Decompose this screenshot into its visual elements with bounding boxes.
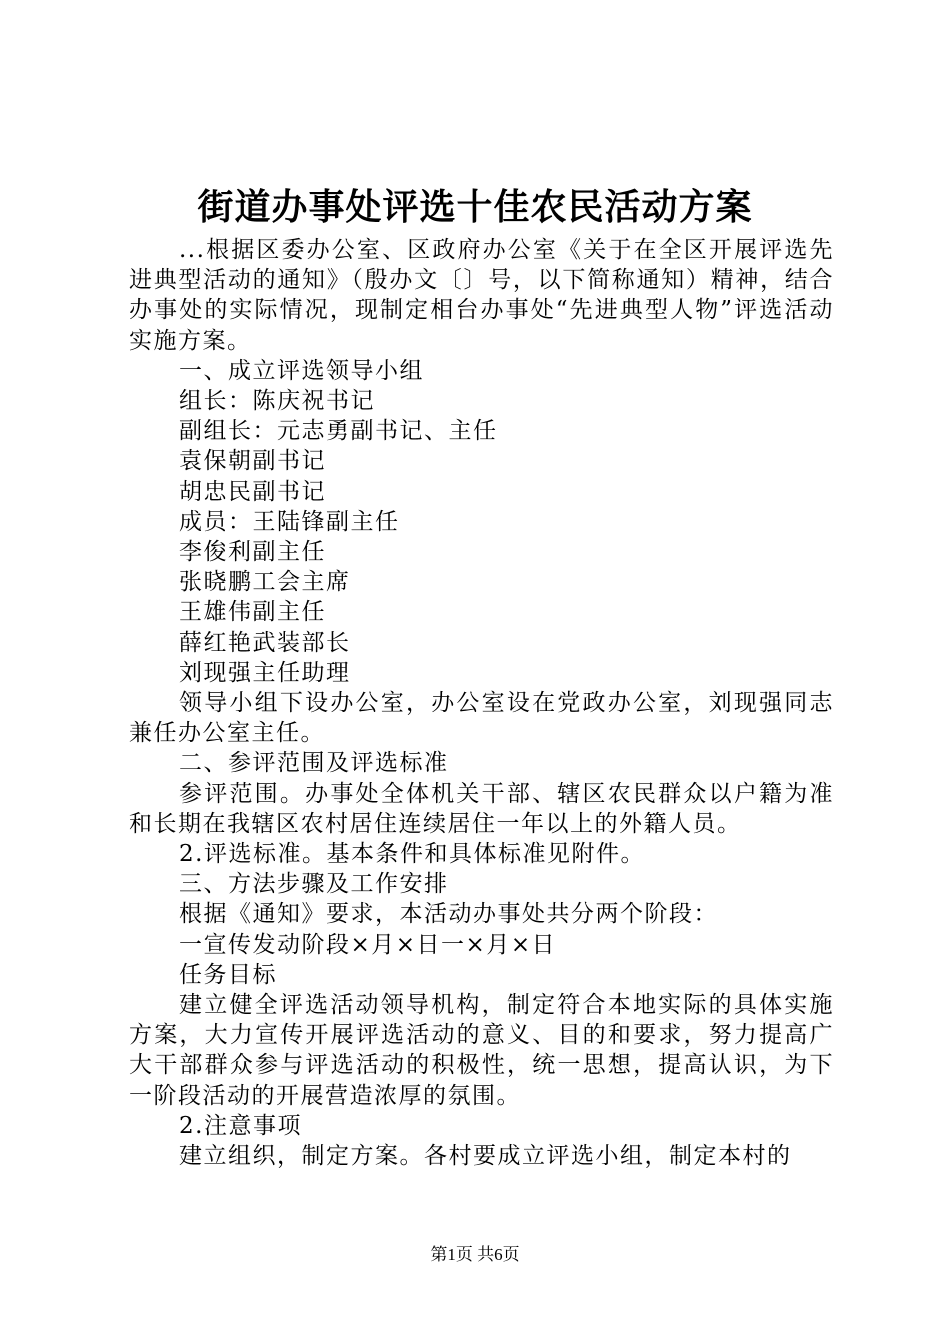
paragraph: 李俊利副主任 bbox=[179, 539, 326, 566]
document-body bbox=[129, 235, 834, 1171]
paragraph: 张晓鹏工会主席 bbox=[179, 569, 351, 596]
paragraph: 任务目标 bbox=[179, 961, 277, 988]
paragraph-intro: ...根据区委办公室、区政府办公室《关于在全区开展评选先进典型活动的通知》（殷办文〔〕号，以下简称通知）精神，结合办事处的实际情况，现制定相台办事处“先进典型人物”评选活动实施方案。 bbox=[129, 237, 834, 354]
section-heading-1: 一、成立评选领导小组 bbox=[179, 357, 424, 384]
paragraph: 建立组织，制定方案。各村要成立评选小组，制定本村的 bbox=[179, 1143, 792, 1170]
paragraph: 薛红艳武装部长 bbox=[179, 629, 351, 656]
paragraph: 刘现强主任助理 bbox=[179, 659, 351, 686]
paragraph: 一宣传发动阶段×月×日一×月×日 bbox=[179, 931, 557, 958]
paragraph: 王雄伟副主任 bbox=[179, 599, 326, 626]
paragraph: 成员：王陆锋副主任 bbox=[179, 508, 400, 535]
paragraph: 2.注意事项 bbox=[179, 1112, 302, 1139]
paragraph: 袁保朝副书记 bbox=[179, 448, 326, 475]
paragraph: 组长：陈庆祝书记 bbox=[179, 388, 375, 415]
section-heading-2: 二、参评范围及评选标准 bbox=[179, 750, 449, 777]
paragraph: 领导小组下设办公室，办公室设在党政办公室，刘现强同志兼任办公室主任。 bbox=[129, 690, 834, 747]
paragraph: 副组长：元志勇副书记、主任 bbox=[179, 418, 498, 445]
paragraph: 胡忠民副书记 bbox=[179, 478, 326, 505]
paragraph: 2.评选标准。基本条件和具体标准见附件。 bbox=[179, 841, 645, 868]
paragraph: 参评范围。办事处全体机关干部、辖区农民群众以户籍为准和长期在我辖区农村居住连续居住一年以上的外籍人员。 bbox=[129, 780, 834, 837]
paragraph: 根据《通知》要求，本活动办事处共分两个阶段： bbox=[179, 901, 718, 928]
paragraph: 建立健全评选活动领导机构，制定符合本地实际的具体实施方案，大力宣传开展评选活动的意义、目的和要求，努力提高广大干部群众参与评选活动的积极性，统一思想，提高认识，为下一阶段活动的开展营造浓厚的氛围。 bbox=[129, 992, 834, 1109]
section-heading-3: 三、方法步骤及工作安排 bbox=[179, 871, 449, 898]
page-footer: 第1页 共6页 bbox=[430, 1245, 520, 1264]
document-title: 街道办事处评选十佳农民活动方案 bbox=[197, 186, 753, 228]
